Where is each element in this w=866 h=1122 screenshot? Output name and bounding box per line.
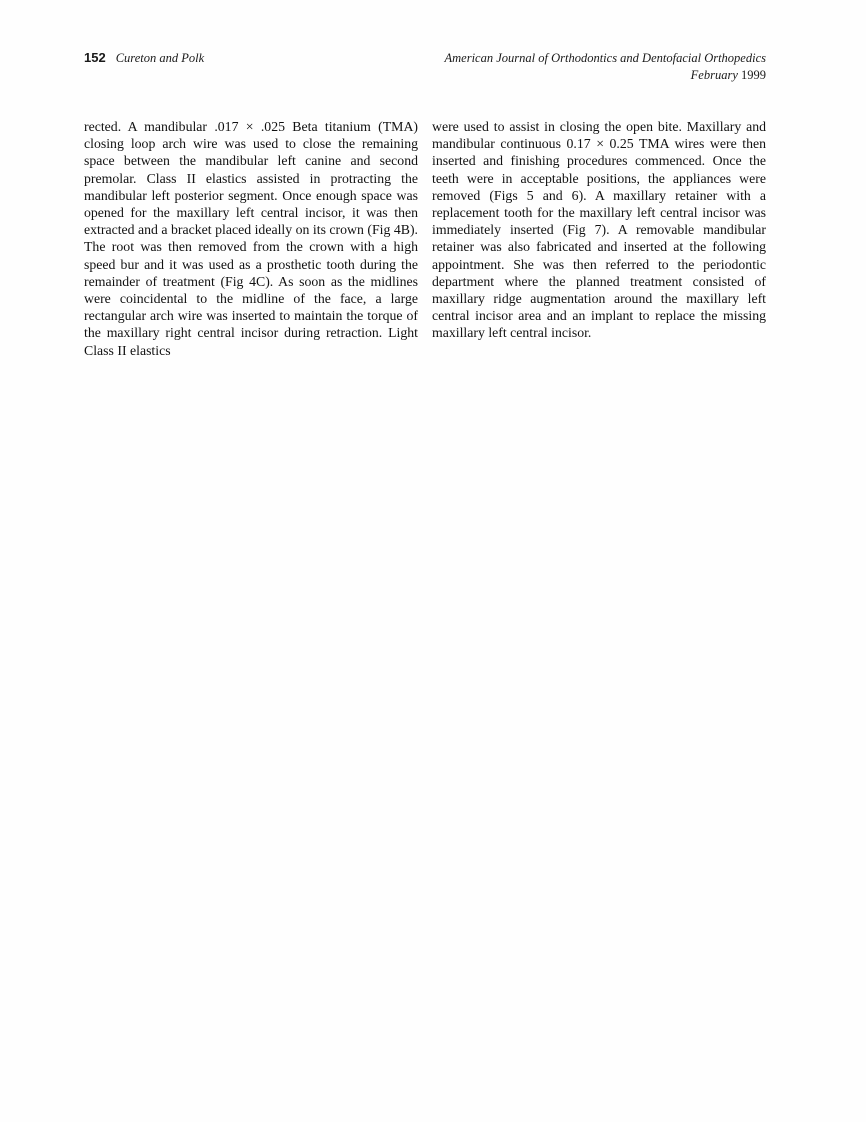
article-body xyxy=(84,118,766,359)
issue-year: 1999 xyxy=(741,67,766,82)
right-column-text: were used to assist in closing the open bite. Maxillary and mandibular continuous 0.17 × 0.25 TMA wires were then inserted and finishing procedures commenced. Once the teeth were in acceptable positions, the appliances were removed (Figs 5 and 6). A maxillary retainer with a replacement tooth for the maxillary left central incisor was immediately inserted (Fig 7). A removable mandibular retainer was also fabricated and inserted at the following appointment. She was then referred to the periodontic department where the planned treatment consisted of maxillary ridge augmentation around the maxillary left central incisor area and an implant to replace the missing maxillary left central incisor. xyxy=(432,119,766,341)
journal-title: American Journal of Orthodontics and Dentofacial Orthopedics xyxy=(444,51,766,65)
running-head xyxy=(84,50,766,84)
left-column-text: rected. A mandibular .017 × .025 Beta titanium (TMA) closing loop arch wire was used to close the remaining space between the mandibular left canine and second premolar. Class II elastics assisted in protracting the mandibular left posterior segment. Once enough space was opened for the maxillary left central incisor, it was then extracted and a bracket placed ideally on its crown (Fig 4B). The root was then removed from the crown with a high speed bur and it was used as a prosthetic tooth during the remainder of treatment (Fig 4C). As soon as the midlines were coincidental to the midline of the face, a large rectangular arch wire was inserted to maintain the torque of the maxillary right central incisor during retraction. Light Class II elastics xyxy=(84,119,418,358)
page-number: 152 xyxy=(84,50,106,65)
issue-line xyxy=(445,67,767,84)
running-head-left xyxy=(84,50,204,66)
running-head-right xyxy=(445,50,767,84)
running-authors: Cureton and Polk xyxy=(115,51,205,65)
issue-month: February xyxy=(690,67,738,82)
